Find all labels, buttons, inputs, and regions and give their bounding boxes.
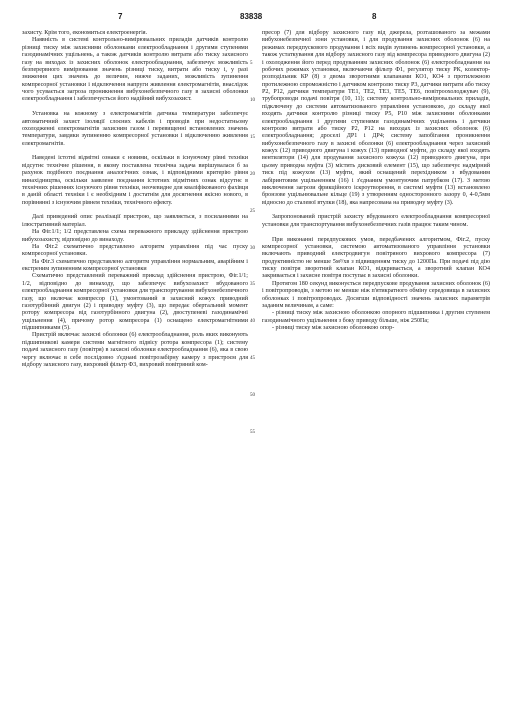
left-column-paragraph: Наведені істотні відмітні ознаки є новими, оскільки в існуючому рівні техніки відсутнє технічне рішення, в якому поставлена технічна задача вирішувалася б за рахунок подібного поєднання аналогічних ознак, і відповідними критерію рівня винахідництва, оскільки заявлене поєднання істотних відмітних ознак відсутнє в технічних рішеннях існуючого рівня техніки, неочевидне для кваліфікованого фахівця в даній області техніки і є необхідним і достатнім для досягнення якісно нового, в порівнянні з існуючим рівнем техніки, технічного ефекту. — [22, 155, 248, 206]
right-column-paragraph: - різниці тиску між захисною оболонкою опор- — [272, 325, 395, 332]
line-number: 50 — [250, 393, 255, 399]
right-column-paragraph: Запропонований пристрій захисту вбудованого електрообладнання компресорної установки для транспортування вибухонебезпечних газів працює таким чином. — [262, 214, 490, 228]
page-header — [0, 12, 509, 26]
line-number: 55 — [250, 430, 255, 436]
page-number-right: 8 — [372, 12, 377, 21]
left-column-paragraph: Наявність в системі контрольно-вимірювальних приладів датчиків контролю різниці тиску між захисними оболонками електрообладнання і другими ступенями газодинамічних ущільнень, а також датчиків контролю витрати або тиску захисного газу на виходах із захисних оболонок електрообладнання, забезпечує можливість безперервного вимірювання значень різниці тиску, витрати або тиску і, у разі зниження цих значень до величин, нижче заданих, можливість зупинення компресорної установки і відключення напруги живлення електромагнітів, внаслідок чого усувається загроза проникнення вибухонебезпечного газу в захисні оболонки електрообладнання і забезпечується його надійний вибухозахист. — [22, 37, 248, 103]
right-column — [262, 30, 490, 332]
left-column-paragraph: Далі приведений опис реалізації пристрою, що заявляється, з посиланнями на ілюстративний матеріал. — [22, 214, 248, 228]
line-number: 35 — [250, 282, 255, 288]
line-number: 45 — [250, 356, 255, 362]
line-number: 20 — [250, 171, 255, 177]
line-number: 30 — [250, 245, 255, 251]
line-number: 10 — [250, 97, 255, 103]
left-column-paragraph: На Фіг.1/1; 1/2 представлена схема переважного прикладу здійснення пристрою вибухозахисту, відповідно до винаходу. — [22, 229, 248, 243]
page-number-left: 7 — [118, 12, 123, 21]
line-number: 40 — [250, 319, 255, 325]
left-column-paragraph: захисту. Крім того, економиться електроенергія. — [22, 30, 148, 36]
left-column-paragraph: На Фіг.3 схематично представлено алгоритм управління нормальним, аварійним і екстреним зупиненням компресорної установки — [22, 258, 248, 273]
left-column-paragraph: Установка на кожному з електромагнітів датчика температури забезпечує автоматичний захист ізоляції слоєних кабелів і проводів при недостатньому охолодженні електромагнітів захисним газом і перевищенні встановлених значень температури, завдяки зупиненню компресорної установки і відключенню живлення електромагнітів. — [22, 111, 248, 147]
left-column-paragraph: Схематично представлений переважний приклад здійснення пристрою, Фіг.1/1; 1/2, відповідно до винаходу, що забезпечує вибухозахист вбудованого електрообладнання компресорної установки для транспортування вибухонебезпечного газу, що включає компресор (1), умонтований в захисний кожух приводний газотурбінний двигун (2) і приводну муфту (3), що передає обертальний момент ротору компресора від газотурбінного двигуна (2), двоступеневі газодинамічні ущільнення (4), причому ротор компресора (1) оснащено електромагнітними підшипниками (5). — [22, 273, 248, 332]
left-column — [22, 30, 248, 369]
right-column-paragraph: пресор (7) для відбору захисного газу від джерела, розташованого за межами вибухонебезпечної зони установки, і для продування захисних оболонок (6) на режимах передпускового продування і всіх видів зупинень компресорної установки, а також устаткування для відбору захисного газу від компресора приводного двигуна (2) і охолодження його перед продуванням захисних оболонок (6) електрообладнання на робочих режимах установки, включаючи фільтр Ф1, регулятор тиску РК, колектор-розподільник КР (8) з двома зворотними клапанами КО1, КО4 з протилежною протилежною спроможністю і датчиком контролю тиску Р3, датчики витрати або тиску Р2, Р12, датчики температури ТЕ1, ТЕ2, ТЕ3, ТЕ5, ТЕ6, повітроохолоджувач (9), трубопроводи подачі повітря (10, 11); систему контрольно-вимірювальних приладів, підключену до системи автоматизованого управління установкою, до складу якої входять датчики контролю різниці тиску Р5, Р10 між захисними оболонками електрообладнання і другими ступенями газодинамічних ущільнень і датчики контролю витрати або тиску Р2, Р12 на виходах із захисних оболонок (6) електрообладнання; дроселі ДР1 і ДР4; систему запобігання проникнення вибухонебезпечного газу в захисні оболонки (6) електрообладнання через захисний кожух (12) приводного двигуна і кожух (13) приводної муфти, до складу якої входять вентилятори (14) для продування захисного кожуха (12) приводного двигуна, при цьому приводна муфта (3) містить дисковий елемент (15), що забезпечує надмірний тиск під кожухом (13) муфти, який оснащений перехідником з вбудованим лабіринтовим ущільненням (16) і з'єднаним умонтуючим патрубком (17). З метою виключення загрози фрикційного іскроутворення, в системі муфти (13) встановлено бронзове ущільнювальне кільце (19) з утворенням односторонного зазору 0, 4-0,5мм відносно до сталевої втулки (18), яка напресована на приводну муфту (3). — [262, 30, 490, 206]
right-column-paragraph: При виконанні передпускових умов, передбачених алгоритмом, Фіг.2, пуску компресорної установки, системою автоматизованого управління установки включають приводний електродвигун повітряного вихрового компресора (7) продуктивністю не менше 5м³/хв з підвищенням тиску до 1200Па. При подачі під дію тиску повітря зворотний клапан КО1, відкривається, а зворотний клапан КО4 закривається і захисне повітря поступає в захисні оболонки. — [262, 236, 490, 280]
line-number: 5 — [250, 61, 253, 67]
line-number: 15 — [250, 134, 255, 140]
left-column-paragraph: Пристрій включає захисні оболонки (6) електрообладнання, роль яких виконують підшипникові камери системи магнітного підвісу ротора компресора (1); систему подачі захисного газу (повітря) в захисні оболонки електрообладнання (6), яка в свою чергу включає в себе послідовно з'єднані повітрозабірну камеру з пристроєм для відбору захисного газу, вихровий фільтр Ф3, вихровий повітряний ком- — [22, 332, 248, 368]
line-number: 25 — [250, 208, 255, 214]
right-column-paragraph: - різниці тиску між захисною оболонкою опорного підшипника і другим ступенем газодинамічного ущільнення з боку приводу більше, ніж 250Па; — [262, 310, 490, 324]
right-column-paragraph: Протягом 180 секунд виконується передпускове продування захисних оболонок (6) і повітропроводів, з метою не менше ніж п'ятикратного обміну середовища в захисних оболонках і повітропроводах. Досягши відповідності значень захисних параметрів заданим величинам, а саме: — [262, 280, 490, 309]
left-column-paragraph: На Фіг.2 схематично представлено алгоритм управління під час пуску компресорної установки. — [22, 243, 248, 258]
patent-number: 83838 — [240, 12, 263, 21]
